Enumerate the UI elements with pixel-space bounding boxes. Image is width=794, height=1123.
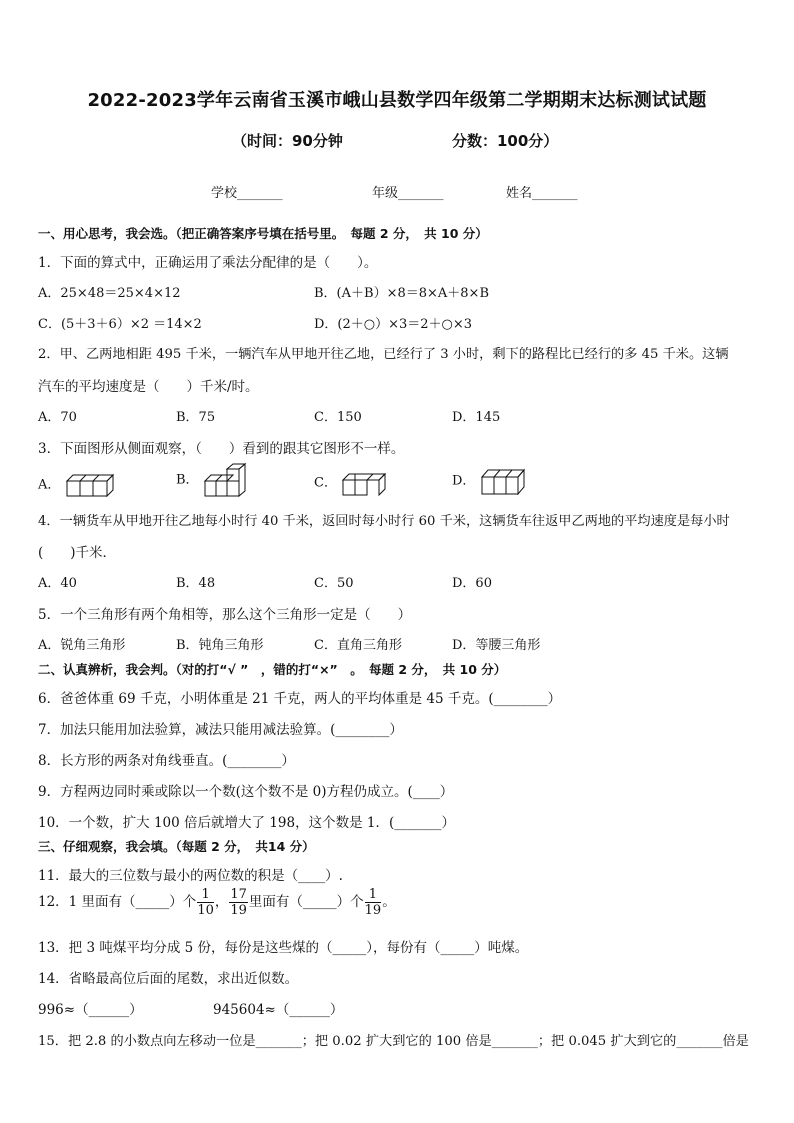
section1-heading: 一、用心思考，我会选。（把正确答案序号填在括号里。 每题 2 分， 共 10 分） [38, 226, 488, 241]
q3-option-b-label: B． [176, 472, 199, 488]
q14-text: 14．省略最高位后面的尾数，求出近似数。 [38, 971, 299, 987]
q5-option-a: A．锐角三角形 [38, 638, 126, 653]
q3-option-a-label: A． [38, 477, 61, 493]
q2-option-d: D．145 [452, 410, 501, 425]
q2-option-c: C．150 [314, 410, 362, 425]
q5-option-c: C．直角三角形 [314, 638, 402, 653]
q3-option-d-label: D． [452, 473, 476, 489]
section3-heading: 三、仔细观察，我会填。（每题 2 分， 共14 分） [38, 839, 315, 854]
q10-text: 10．一个数，扩大 100 倍后就增大了 198，这个数是 1．(_______） [38, 815, 455, 831]
q11-text: 11．最大的三位数与最小的两位数的积是（____）. [38, 868, 343, 884]
q5-text: 5．一个三角形有两个角相等，那么这个三角形一定是（ ） [38, 607, 412, 623]
q12-part2: ， [214, 894, 229, 910]
q12-part4: 。 [382, 894, 396, 910]
q14-part-b: 945604≈（______） [213, 1002, 344, 1018]
fraction-numerator: 17 [230, 887, 247, 902]
q9-text: 9．方程两边同时乘或除以一个数(这个数不是 0)方程仍成立。(____） [38, 784, 454, 800]
q3-option-d [452, 467, 526, 495]
q3-text: 3．下面图形从侧面观察，（ ）看到的跟其它图形不一样。 [38, 441, 405, 457]
q4-option-c: C．50 [314, 576, 354, 591]
name-field: 姓名_______ [506, 186, 578, 201]
q4-option-a: A．40 [38, 576, 77, 591]
q12-part1: 12．1 里面有（_____）个 [38, 894, 197, 910]
q3-option-c-label: C． [314, 475, 337, 491]
fraction-1-19 [365, 888, 382, 917]
q7-text: 7．加法只能用加法验算，减法只能用减法验算。(________） [38, 722, 403, 738]
q5-option-d: D．等腰三角形 [452, 638, 541, 653]
cube-figure-c-icon [341, 470, 387, 496]
q1-option-c: C．(5＋3＋6）×2 ＝14×2 [38, 317, 202, 332]
fraction-denominator: 19 [364, 903, 382, 918]
cube-figure-d-icon [480, 467, 526, 495]
q1-text: 1．下面的算式中，正确运用了乘法分配律的是（ ）。 [38, 255, 378, 271]
q2-option-a: A．70 [38, 410, 77, 425]
q1-option-b: B．(A＋B）×8＝8×A＋8×B [314, 286, 489, 301]
q12-part3: 里面有（_____）个 [248, 894, 364, 910]
cube-figure-a-icon [65, 473, 115, 497]
cube-figure-b-icon [203, 463, 253, 497]
q2-option-b: B．75 [176, 410, 216, 425]
q4-option-b: B．48 [176, 576, 216, 591]
grade-field: 年级_______ [372, 186, 444, 201]
section2-heading: 二、认真辨析，我会判。（对的打“√ ” ，错的打“×” 。 每题 2 分， 共 10 分） [38, 662, 507, 677]
q3-option-c [314, 470, 387, 496]
q2-line1: 2．甲、乙两地相距 495 千米，一辆汽车从甲地开往乙地，已经行了 3 小时，剩下的路程比已经行的多 45 千米。这辆 [38, 347, 729, 362]
fraction-denominator: 19 [230, 903, 247, 918]
fraction-numerator: 1 [197, 888, 214, 903]
q1-option-d: D．(2＋○）×3＝2＋○×3 [314, 317, 473, 332]
q6-text: 6．爸爸体重 69 千克，小明体重是 21 千克，两人的平均体重是 45 千克。(________） [38, 691, 562, 707]
q4-option-d: D．60 [452, 576, 492, 591]
fraction-denominator: 10 [197, 903, 214, 918]
fraction-numerator: 1 [365, 888, 382, 903]
q14-part-a: 996≈（______） [38, 1002, 143, 1018]
q2-line2: 汽车的平均速度是（ ）千米/时。 [38, 379, 259, 395]
q5-option-b: B．钝角三角形 [176, 638, 264, 653]
q4-line2: ( )千米． [38, 545, 117, 561]
q15-text: 15．把 2.8 的小数点向左移动一位是_______；把 0.02 扩大到它的 100 倍是_______；把 0.045 扩大到它的_______倍是 [38, 1034, 749, 1049]
exam-score: 分数：100分） [452, 132, 559, 150]
page-title: 2022-2023学年云南省玉溪市峨山县数学四年级第二学期期末达标测试试题 [87, 90, 707, 111]
fraction-1-10 [197, 888, 214, 917]
q3-option-a [38, 473, 115, 497]
q1-option-a: A．25×48＝25×4×12 [38, 286, 181, 301]
exam-time: （时间：90分钟 [232, 132, 343, 150]
q13-text: 13．把 3 吨煤平均分成 5 份，每份是这些煤的（_____），每份有（_____）吨煤。 [38, 940, 529, 956]
q12-text [38, 888, 396, 917]
fraction-17-19 [229, 888, 248, 917]
q4-line1: 4．一辆货车从甲地开往乙地每小时行 40 千米，返回时每小时行 60 千米，这辆货车往返甲乙两地的平均速度是每小时 [38, 514, 730, 529]
q3-option-b [176, 463, 253, 497]
q8-text: 8．长方形的两条对角线垂直。(________） [38, 753, 295, 769]
school-field: 学校_______ [211, 186, 283, 201]
